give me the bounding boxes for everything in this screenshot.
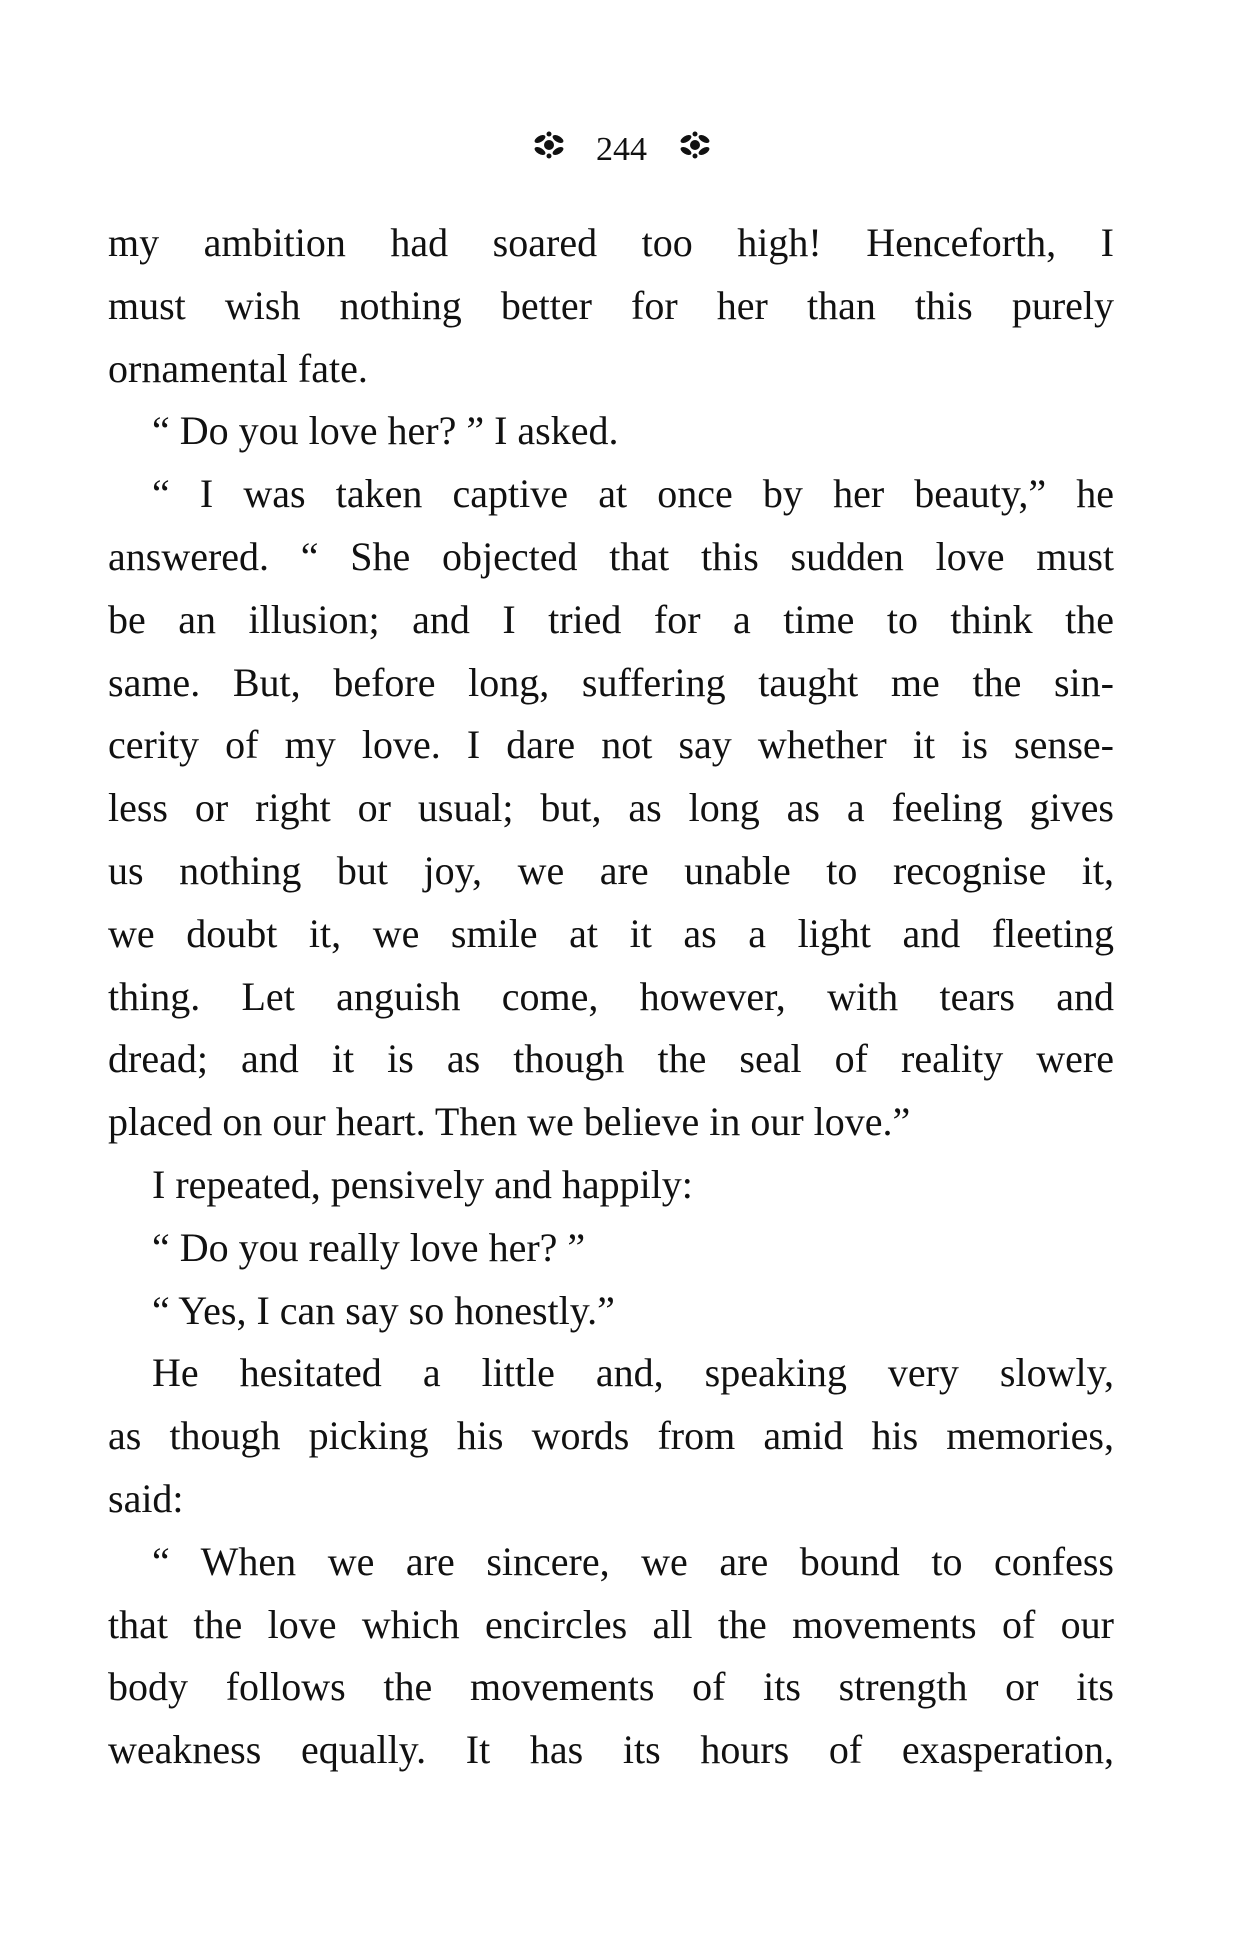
text-line: must wish nothing better for her than this purely <box>108 282 1114 328</box>
text-line: answered. “ She objected that this sudden love must <box>108 533 1114 579</box>
text-line: be an illusion; and I tried for a time to think the <box>108 596 1114 642</box>
text-line: weakness equally. It has its hours of exasperation, <box>108 1727 1114 1773</box>
text-line: “ Do you really love her? ” <box>152 1224 586 1270</box>
text-line: us nothing but joy, we are unable to recognise it, <box>108 847 1114 893</box>
text-line: said: <box>108 1475 184 1521</box>
text-line: less or right or usual; but, as long as a feeling gives <box>108 785 1114 831</box>
text-line: body follows the movements of its strength or its <box>108 1664 1114 1710</box>
text-line: He hesitated a little and, speaking very slowly, <box>152 1350 1114 1396</box>
text-line: “ I was taken captive at once by her beauty,” he <box>152 471 1114 517</box>
text-line: “ Do you love her? ” I asked. <box>152 408 619 454</box>
text-line: “ Yes, I can say so honestly.” <box>152 1287 615 1333</box>
text-line: I repeated, pensively and happily: <box>152 1161 693 1207</box>
text-line: ornamental fate. <box>108 345 368 391</box>
text-line: thing. Let anguish come, however, with tears and <box>108 973 1114 1019</box>
text-line: as though picking his words from amid his memories, <box>108 1413 1114 1459</box>
text-line: cerity of my love. I dare not say whether it is sense- <box>108 722 1114 768</box>
page-header <box>0 128 1243 170</box>
body-text <box>108 212 1114 1782</box>
text-line: my ambition had soared too high! Henceforth, I <box>108 220 1114 265</box>
page-number: 244 <box>596 131 647 169</box>
text-line: same. But, before long, suffering taught me the sin- <box>108 659 1114 705</box>
text-line: dread; and it is as though the seal of reality were <box>108 1036 1114 1082</box>
fleuron-icon <box>678 130 712 170</box>
text-line: “ When we are sincere, we are bound to confess <box>152 1538 1114 1584</box>
text-line: we doubt it, we smile at it as a light and fleeting <box>108 910 1114 956</box>
text-line: that the love which encircles all the movements of our <box>108 1601 1114 1647</box>
fleuron-icon <box>532 130 566 170</box>
text-line: placed on our heart. Then we believe in our love.” <box>108 1099 911 1145</box>
